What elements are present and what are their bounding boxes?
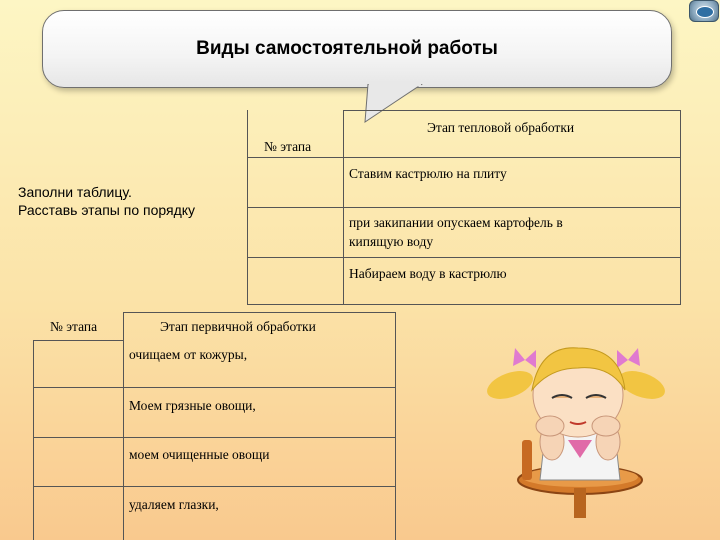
primary-step-header: Этап первичной обработки [160, 319, 316, 334]
nav-button-icon[interactable] [689, 0, 719, 22]
globe-icon [696, 6, 714, 18]
instruction-line-1: Заполни таблицу. [18, 184, 132, 200]
primary-stage-header: № этапа [50, 319, 98, 334]
thermal-step-3: Набираем воду в кастрюлю [349, 266, 507, 281]
primary-processing-table [33, 312, 396, 540]
title-speech-bubble [42, 10, 672, 88]
thermal-step-2: при закипании опускаем картофель в [349, 215, 563, 230]
primary-step-3: моем очищенные овощи [129, 447, 270, 462]
thinking-girl-illustration [470, 330, 670, 530]
thermal-stage-header: № этапа [264, 139, 312, 154]
primary-step-1: очищаем от кожуры, [129, 347, 248, 362]
primary-step-4: удаляем глазки, [129, 497, 219, 512]
thermal-step-header: Этап тепловой обработки [427, 120, 575, 135]
page-title: Виды самостоятельной работы [196, 38, 498, 59]
instruction-text [18, 183, 195, 219]
instruction-line-2: Расставь этапы по порядку [18, 202, 196, 218]
thermal-processing-table [247, 110, 681, 305]
thermal-step-1: Ставим кастрюлю на плиту [349, 166, 507, 181]
thermal-step-2-cont: кипящую воду [349, 234, 434, 249]
primary-step-2: Моем грязные овощи, [129, 398, 256, 413]
